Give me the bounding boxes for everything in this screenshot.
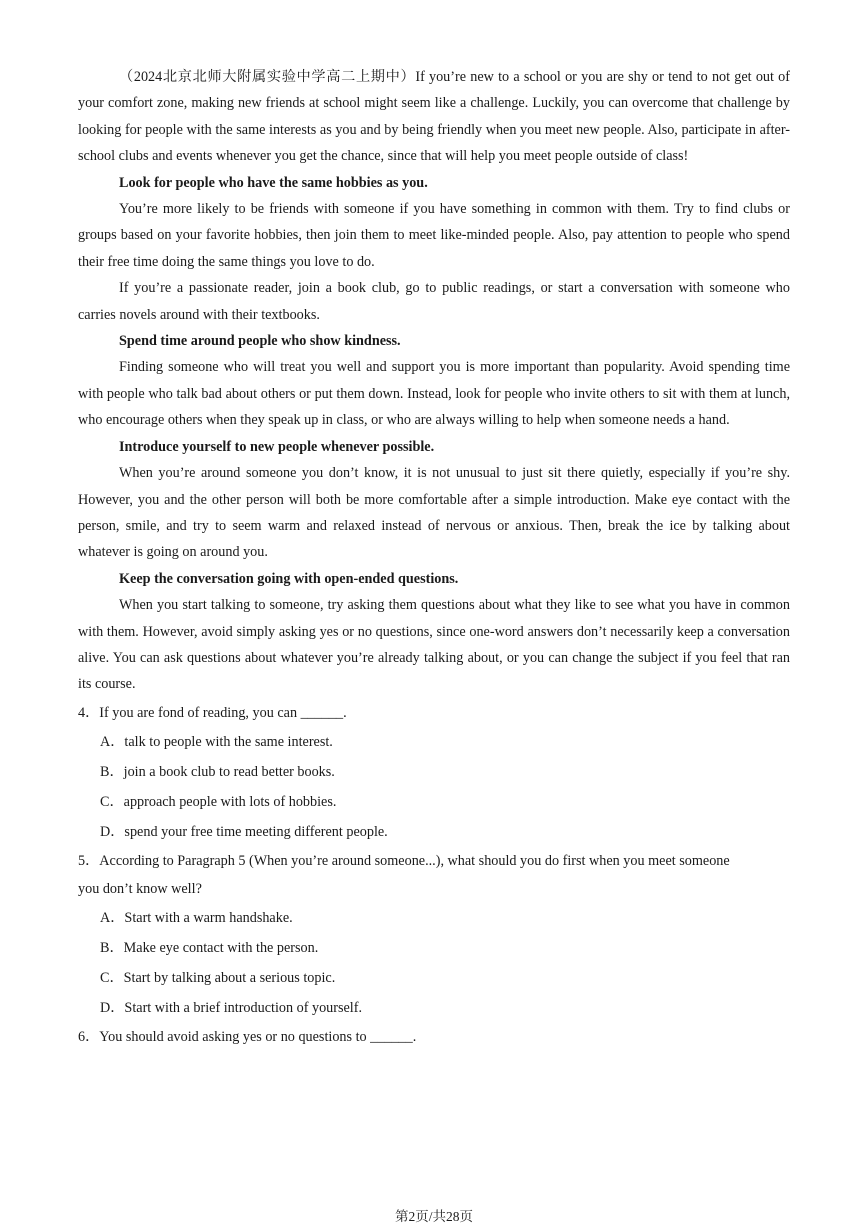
section-heading-introduce: Introduce yourself to new people whenever possible. — [119, 438, 435, 455]
option-b: B．Make eye contact with the person. — [100, 939, 319, 956]
section-heading-kindness: Spend time around people who show kindness. — [119, 333, 401, 350]
option-d: D．Start with a brief introduction of yourself. — [100, 999, 363, 1016]
intro-paragraph: （2024北京北师大附属实验中学高二上期中）If you’re new to a school or you are shy or tend to not get out of your comfort zone, making new friends at school might seem like a challenge. Luckily, you can overcome that challenge by looking for people with the same interests as you and by being friendly when you meet new people. Also, participate in after-school clubs and events whenever you get the chance, since that will help you meet people outside of class! — [78, 69, 790, 165]
option-a: A．talk to people with the same interest. — [100, 733, 333, 750]
paragraph-hobbies: You’re more likely to be friends with someone if you have something in common with them. Try to find clubs or groups based on your favorite hobbies, then join them to meet like-minded people. Also, pay attention to people who spend their free time doing the same things you love to do. — [78, 201, 790, 270]
document-page — [78, 64, 790, 1051]
section-heading-hobbies: Look for people who have the same hobbies as you. — [119, 174, 428, 191]
option-b: B．join a book club to read better books. — [100, 763, 335, 780]
paragraph-reader: If you’re a passionate reader, join a book club, go to public readings, or start a conversation with someone who carries novels around with their textbooks. — [78, 280, 790, 323]
paragraph-kindness: Finding someone who will treat you well and support you is more important than popularity. Avoid spending time with people who talk bad about others or put them down. Instead, look for people who invite others to sit with them at lunch, who encourage others when they speak up in class, or who are always willing to help when someone needs a hand. — [78, 359, 790, 429]
question-4 — [78, 699, 790, 847]
page-number-footer: 第2页/共28页 — [394, 1209, 473, 1224]
question-stem: 5．According to Paragraph 5 (When you’re around someone...), what should you do first when you meet someone — [78, 852, 730, 869]
paragraph-conversation: When you start talking to someone, try asking them questions about what they like to see what you have in common with them. However, avoid simply asking yes or no questions, since one-word answers don’t necessarily keep a conversation alive. You can ask questions about whatever you’re already talking about, or you can change the subject if you feel that ran its course. — [78, 597, 790, 693]
paragraph-introduce: When you’re around someone you don’t know, it is not unusual to just sit there quietly, especially if you’re shy. However, you and the other person will both be more comfortable after a simple introduction. Make eye contact with the person, smile, and try to seem warm and relaxed instead of nervous or anxious. Then, break the ice by talking about whatever is going on around you. — [78, 465, 790, 561]
question-stem: 6．You should avoid asking yes or no questions to ______. — [78, 1028, 417, 1045]
question-stem-continued: you don’t know well? — [78, 880, 202, 897]
option-d: D．spend your free time meeting different people. — [100, 823, 388, 840]
section-heading-conversation: Keep the conversation going with open-ended questions. — [119, 570, 459, 587]
option-c: C．Start by talking about a serious topic. — [100, 969, 336, 986]
option-c: C．approach people with lots of hobbies. — [100, 793, 337, 810]
question-5 — [78, 847, 790, 1023]
option-a: A．Start with a warm handshake. — [100, 909, 293, 926]
question-6 — [78, 1023, 790, 1051]
question-stem: 4．If you are fond of reading, you can ______. — [78, 704, 347, 721]
